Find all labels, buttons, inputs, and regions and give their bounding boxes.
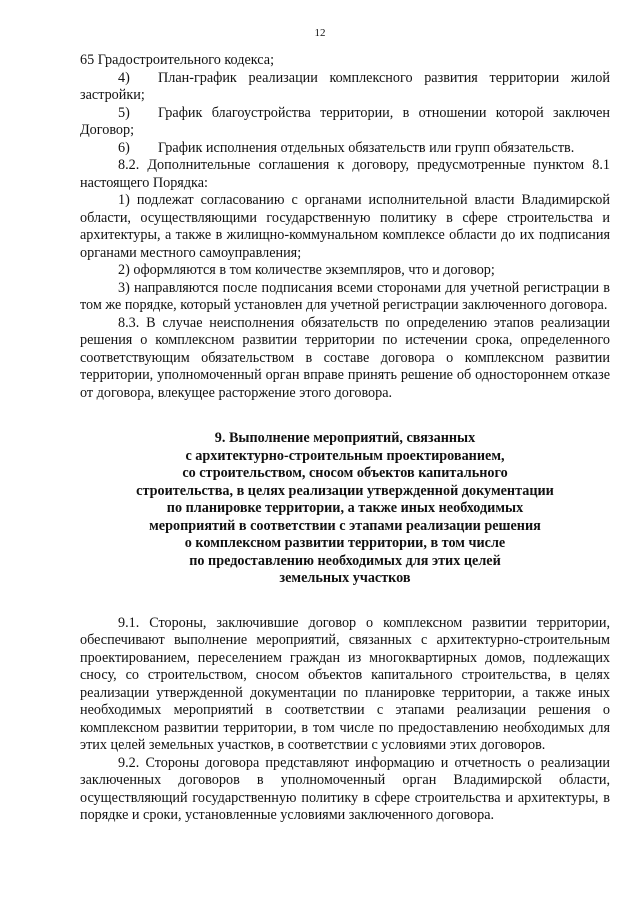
heading-line: о комплексном развитии территории, в том числе xyxy=(184,535,506,551)
clause-9-2: 9.2. Стороны договора представляют информацию и отчетность о реализации заключенных договоров в уполномоченный орган Владимирской области, осуществляющий государственную политику в сфере строительства и архитектуры, в порядке и сроки, установленные условиями заключенного договора. xyxy=(80,754,610,823)
list-item-4 xyxy=(80,70,610,105)
heading-line: со строительством, сносом объектов капитального xyxy=(182,465,508,481)
list-item-text: График благоустройства территории, в отношении которой заключен Договор; xyxy=(80,104,610,138)
heading-line: строительства, в целях реализации утвержденной документации xyxy=(136,482,554,499)
clause-8-2-intro: 8.2. Дополнительные соглашения к договору, предусмотренные пунктом 8.1 настоящего Порядка: xyxy=(80,157,610,191)
clause-8-2-sub1: 1) подлежат согласованию с органами исполнительной власти Владимирской области, осуществляющими государственную политику в сфере строительства и архитектуры, а также в жилищно-коммунальном комплексе области до их подписания органами местного самоуправления; xyxy=(80,192,610,261)
heading-line: с архитектурно-строительным проектированием, xyxy=(185,447,505,464)
list-item-text: План-график реализации комплексного развития территории жилой застройки; xyxy=(80,69,610,103)
paragraph-code-reference: 65 Градостроительного кодекса; xyxy=(80,52,275,68)
clause-9-1: 9.1. Стороны, заключившие договор о комплексном развитии территории, обеспечивают выполнение мероприятий, связанных с архитектурно-строительным проектированием, переселением граждан из многоквартирных домов, подлежащих сносу, со строительством, сносом объектов капитального строительства, в целях реализации утвержденной документации по планировке территории, а также иных необходимых мероприятий в соответствии с этапами реализации решения о комплексном развитии территории, в том числе по предоставлению необходимых для этих целей земельных участков, в соответствии с условиями этих договоров. xyxy=(80,614,610,753)
list-item-number: 5) xyxy=(118,104,130,121)
clause-8-3: 8.3. В случае неисполнения обязательств по определению этапов реализации решения о комплексном развитии территории по истечении срока, определенного соответствующим обязательством в составе договора о комплексном развитии территории, уполномоченный орган вправе принять решение об одностороннем отказе от договора, влекущее расторжение этого договора. xyxy=(80,314,610,401)
clause-8-2-sub2: 2) оформляются в том количестве экземпляров, что и договор; xyxy=(118,262,495,278)
heading-line: по планировке территории, а также иных необходимых xyxy=(166,500,524,516)
list-item-6 xyxy=(80,140,610,158)
list-item-5 xyxy=(80,105,610,140)
clause-8-2-sub3: 3) направляются после подписания всеми сторонами для учетной регистрации в том же порядке, который установлен для учетной регистрации заключенного договора. xyxy=(80,279,610,313)
list-item-text: График исполнения отдельных обязательств или групп обязательств. xyxy=(158,139,575,156)
document-body xyxy=(80,52,610,825)
heading-line: по предоставлению необходимых для этих целей xyxy=(189,552,501,569)
list-item-number: 6) xyxy=(118,139,130,156)
heading-line: 9. Выполнение мероприятий, связанных xyxy=(214,430,476,446)
page-number: 12 xyxy=(314,27,326,39)
section-9-heading xyxy=(80,430,610,588)
heading-line: земельных участков xyxy=(279,570,411,586)
heading-line: мероприятий в соответствии с этапами реализации решения xyxy=(149,517,541,534)
list-item-number: 4) xyxy=(118,69,130,86)
